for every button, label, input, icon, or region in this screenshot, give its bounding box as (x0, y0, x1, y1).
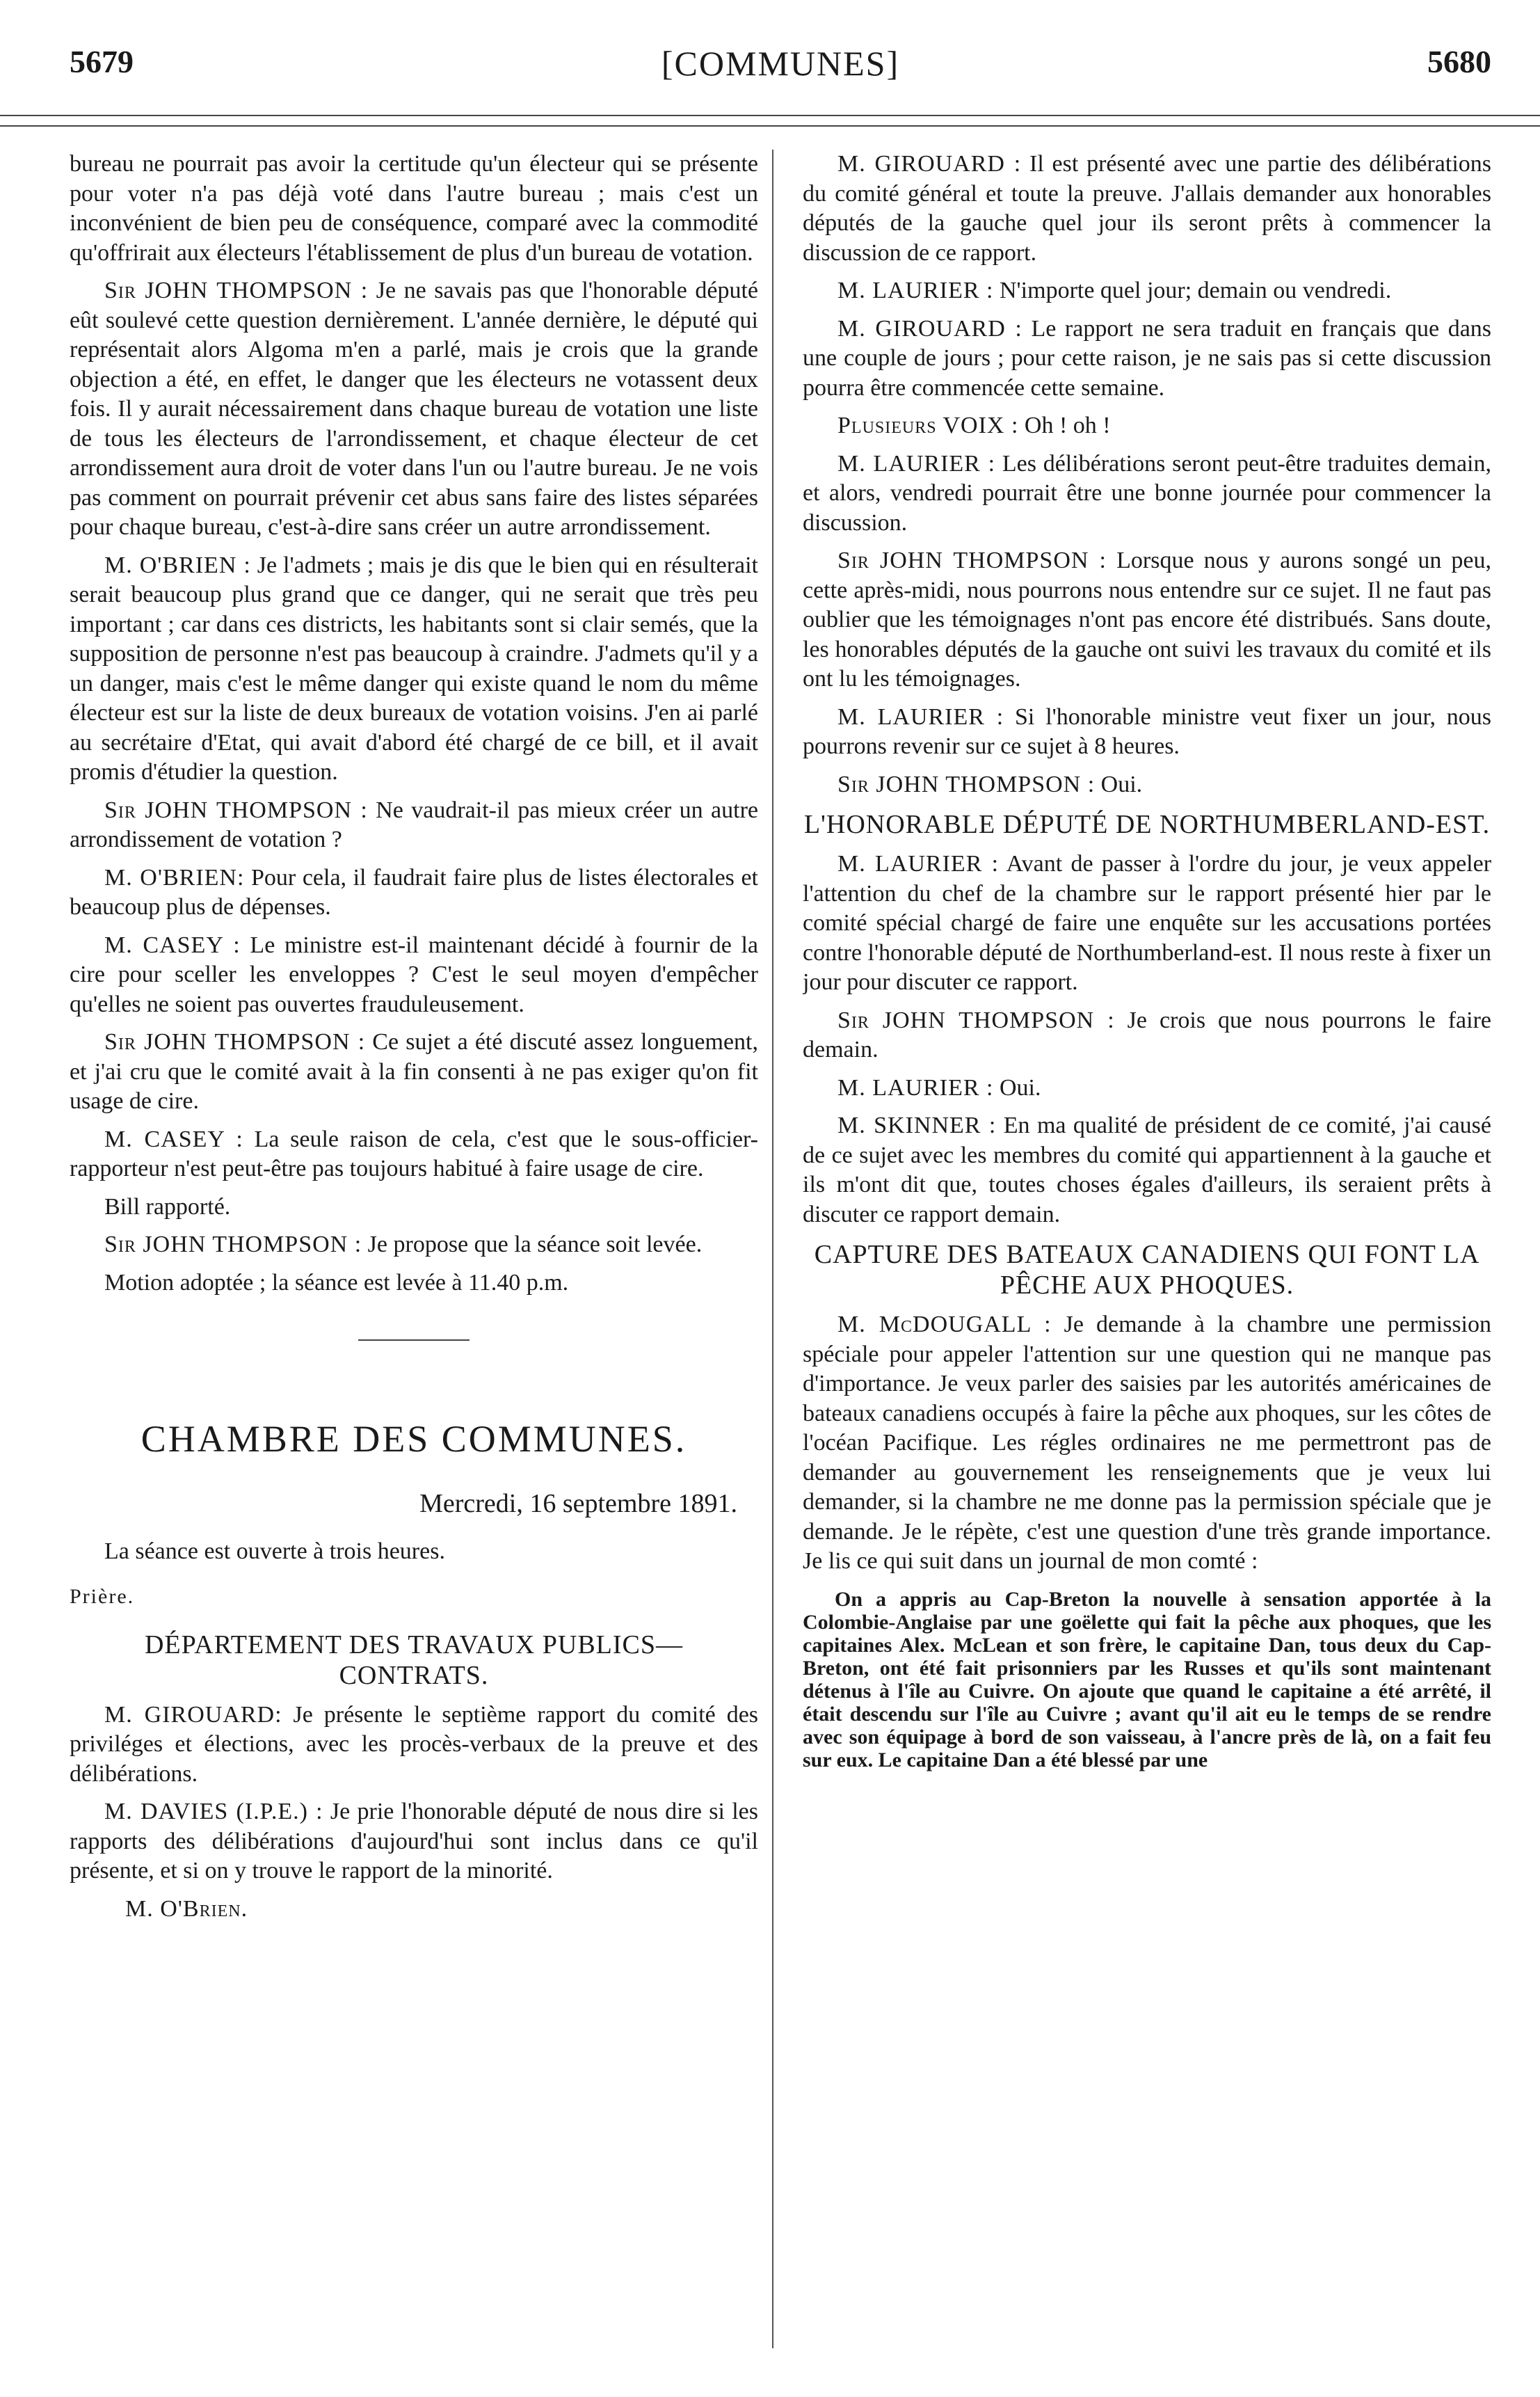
paragraph (70, 931, 758, 1020)
page-number-left: 5679 (70, 44, 134, 79)
paragraph-text: Je ne savais pas que l'honorable député eût soulevé cette question dernièrement. L'année dernière, le député qui représentait alors Algoma m'en a parlé, mais je crois que la grande objection a été, en effet, le danger que les électeurs ne votassent deux fois. Il y aurait nécessairement dans chaque bureau de votation une liste de tous les électeurs de l'arrondissement, et chaque électeur de cet arrondissement aura droit de voter dans l'un ou l'autre bureau. Je ne vois pas comment on pourrait prévenir cet abus sans faire des listes séparées pour chaque bureau, c'est-à-dire sans créer un autre arrondissement. (70, 278, 758, 540)
speaker-name: M. LAURIER : (837, 450, 996, 477)
session-opening: La séance est ouverte à trois heures. (104, 1538, 445, 1564)
paragraph-text: Oh ! oh ! (1024, 413, 1111, 438)
paragraph (70, 796, 758, 855)
page-number-right: 5680 (1427, 44, 1491, 79)
signoff: M. O'Brien. (125, 1895, 248, 1922)
paragraph (803, 1310, 1491, 1577)
speaker-name: M. GIROUARD : (837, 151, 1022, 177)
paragraph (70, 551, 758, 788)
paragraph-text: Avant de passer à l'ordre du jour, je veux appeler l'attention du chef de la chambre sur le rapport présenté hier par le comité spécial chargé de faire une enquête sur les accusations portées contre l'honorable député de Northumberland-est. Il nous reste à fixer un jour pour discuter ce rapport. (803, 851, 1491, 995)
section-rule (358, 1339, 470, 1341)
paragraph (803, 314, 1491, 404)
paragraph (70, 1230, 758, 1260)
paragraph-text: N'importe quel jour; demain ou vendredi. (1000, 278, 1392, 303)
paragraph-text: Le rapport ne sera traduit en français que dans une couple de jours ; pour cette raison, je ne sais pas si cette discussion pourra être commencée cette semaine. (803, 315, 1491, 401)
speaker-name: M. LAURIER : (837, 851, 1000, 877)
header-rule-secondary (0, 125, 1540, 127)
paragraph-text: En ma qualité de président de ce comité, j'ai causé de ce sujet avec les membres du comité qui appartiennent à la gauche et ils m'ont dit que, toutes choses égales d'ailleurs, ils seraient prêts à discuter ce rapport demain. (803, 1113, 1491, 1227)
paragraph-text: Oui. (1100, 771, 1143, 797)
speaker-name: Sir JOHN THOMPSON : (837, 771, 1096, 797)
speaker-name: Sir JOHN THOMPSON : (104, 278, 369, 303)
right-column (803, 150, 1491, 2369)
paragraph-text: Je prie l'honorable député de nous dire si les rapports des délibérations d'aujourd'hui sont inclus dans ce qu'il présente, et si on y trouve le rapport de la minorité. (70, 1799, 758, 1884)
paragraph-text: Bill rapporté. (104, 1193, 231, 1220)
paragraph-text: Le ministre est-il maintenant décidé à fournir de la cire pour sceller les enveloppes ? C'est le seul moyen d'empêcher qu'elles ne soient pas ouvertes frauduleusement. (70, 932, 758, 1017)
running-header (70, 0, 1491, 104)
paragraph (70, 1125, 758, 1184)
paragraph-text: Ce sujet a été discuté assez longuement, et j'ai cru que le comité avait à la fin consenti à ne pas exiger qu'on fit usage de cire. (70, 1029, 758, 1114)
speaker-name: M. McDOUGALL : (837, 1312, 1052, 1337)
paragraph (70, 150, 758, 268)
speaker-name: M. GIROUARD: (104, 1701, 282, 1728)
paragraph (70, 276, 758, 543)
paragraph (803, 546, 1491, 694)
paragraph (70, 863, 758, 923)
paragraph-text: Je demande à la chambre une permission spéciale pour appeler l'attention sur une question qui ne manque pas d'importance. Je veux parler des saisies par les autorités américaines de bateaux canadiens occupés à faire la pêche aux phoques, sur les côtes de l'océan Pacifique. Les régles ordinaires ne me permettront pas de demander au gouvernement les renseignements que je veux lui demander, si la chambre ne me donne pas la permission spéciale que je demande. Je le répète, c'est une question d'une très grande importance. Je lis ce qui suit dans un journal de mon comté : (803, 1312, 1491, 1574)
speaker-name: M. DAVIES (I.P.E.) : (104, 1799, 323, 1824)
prayer-label: Prière. (70, 1584, 135, 1608)
speaker-name: M. O'BRIEN : (104, 552, 251, 578)
paragraph (803, 1006, 1491, 1065)
paragraph (803, 411, 1491, 441)
paragraph (803, 770, 1491, 800)
speaker-name: M. LAURIER : (837, 1074, 994, 1101)
paragraph-text: Je propose que la séance soit levée. (367, 1232, 703, 1257)
paragraph (70, 1701, 758, 1790)
paragraph-text: Pour cela, il faudrait faire plus de listes électorales et beaucoup plus de dépenses. (70, 864, 758, 920)
speaker-name: M. CASEY : (104, 1126, 243, 1152)
speaker-name: M. O'BRIEN: (104, 864, 245, 891)
column-divider (772, 150, 773, 2348)
speaker-name: Sir JOHN THOMPSON : (837, 1007, 1115, 1033)
paragraph-text: Je présente le septième rapport du comité des priviléges et élections, avec les procès-verbaux de la preuve et des délibérations. (70, 1701, 758, 1787)
speaker-name: M. GIROUARD : (837, 315, 1022, 342)
paragraph (803, 703, 1491, 762)
speaker-name: Sir JOHN THOMPSON : (104, 797, 368, 823)
speaker-name: M. LAURIER : (837, 278, 994, 303)
section-heading: CAPTURE DES BATEAUX CANADIENS QUI FONT LA PÊCHE AUX PHOQUES. (814, 1240, 1480, 1300)
paragraph-text: bureau ne pourrait pas avoir la certitude qu'un électeur qui se présente pour voter n'a pas déjà voté dans l'autre bureau ; mais c'est un inconvénient de bien peu de conséquence, comparé avec la commodité qu'offrirait aux électeurs l'établissement de plus d'un bureau de votation. (70, 151, 758, 266)
speaker-name: M. SKINNER : (837, 1113, 997, 1138)
section-heading: DÉPARTEMENT DES TRAVAUX PUBLICS— CONTRATS. (144, 1630, 684, 1690)
paragraph-text: Ne vaudrait-il pas mieux créer un autre arrondissement de votation ? (70, 797, 758, 852)
paragraph-text: Je l'admets ; mais je dis que le bien qui en résulterait serait beaucoup plus grand que ce danger, qui ne serait que très peu important ; car dans ces districts, les habitants sont si clair semés, que la supposition de personne n'est pas beaucoup à craindre. J'admets qu'il y a un danger, mais c'est le même danger qui existe quand le nom du même électeur est sur la liste de deux bureaux de votation voisins. J'en ai parlé au secrétaire d'Etat, qui avait d'abord été chargé de ce bill, et il avait promis d'étudier la question. (70, 552, 758, 785)
speaker-name: Sir JOHN THOMPSON : (104, 1232, 362, 1257)
paragraph-text: Lorsque nous y aurons songé un peu, cette après-midi, nous pourrons nous entendre sur ce sujet. Il ne faut pas oublier que les témoignages n'ont pas encore été distribués. Sans doute, les honorables députés de la gauche ont suivi les travaux du comité et ils ont lu les témoignages. (803, 548, 1491, 692)
speaker-name: M. LAURIER : (837, 703, 1004, 730)
paragraph (803, 449, 1491, 539)
speaker-name: Sir JOHN THOMPSON : (104, 1029, 366, 1055)
paragraph (803, 150, 1491, 268)
chamber-title: CHAMBRE DES COMMUNES. (141, 1418, 687, 1460)
paragraph (70, 1268, 758, 1298)
header-rule (0, 115, 1540, 116)
paragraph-text: La seule raison de cela, c'est que le sous-officier-rapporteur n'est peut-être pas toujours habitué à faire usage de cire. (70, 1126, 758, 1181)
paragraph-text: Si l'honorable ministre veut fixer un jour, nous pourrons revenir sur ce sujet à 8 heures. (803, 703, 1491, 759)
paragraph (70, 1797, 758, 1886)
paragraph (803, 1074, 1491, 1104)
paragraph-text: Oui. (1000, 1074, 1041, 1101)
newspaper-quote: On a appris au Cap-Breton la nouvelle à sensation apportée à la Colombie-Anglaise par une goëlette qui fait la pêche aux phoques, que les capitaines Alex. McLean et son frère, le capitaine Dan, tous deux du Cap-Breton, ont été fait prisonniers par les Russes et qu'ils sont maintenant détenus à l'île au Cuivre. On ajoute que quand le capitaine a été arrêté, il était descendu sur l'île au Cuivre ; avant qu'il ait eu le temps de se rendre avec son équipage à bord de son vaisseau, à l'ancre près de là, on a fait feu sur eux. Le capitaine Dan a été blessé par une (803, 1587, 1491, 1771)
speaker-name: Plusieurs VOIX : (837, 413, 1019, 438)
speaker-name: Sir JOHN THOMPSON : (837, 548, 1107, 573)
paragraph-text: Je crois que nous pourrons le faire demain. (803, 1007, 1491, 1062)
paragraph (70, 1193, 758, 1223)
section-heading: L'HONORABLE DÉPUTÉ DE NORTHUMBERLAND-EST. (803, 810, 1491, 839)
left-column (70, 150, 758, 2369)
paragraph (70, 1028, 758, 1117)
paragraph (803, 1111, 1491, 1229)
paragraph (803, 276, 1491, 306)
paragraph (803, 850, 1491, 998)
paragraph-text: Il est présenté avec une partie des délibérations du comité général et toute la preuve. J'allais demander aux honorables députés de la gauche quel jour ils seront prêts à commencer la discussion de ce rapport. (803, 151, 1491, 266)
session-date: Mercredi, 16 septembre 1891. (419, 1489, 737, 1518)
two-column-body (70, 150, 1491, 2369)
running-title: [COMMUNES] (661, 44, 900, 83)
speaker-name: M. CASEY : (104, 932, 241, 958)
paragraph-text: Les délibérations seront peut-être traduites demain, et alors, vendredi pourrait être une bonne journée pour commencer la discussion. (803, 450, 1491, 536)
paragraph-text: Motion adoptée ; la séance est levée à 11.40 p.m. (104, 1269, 569, 1296)
